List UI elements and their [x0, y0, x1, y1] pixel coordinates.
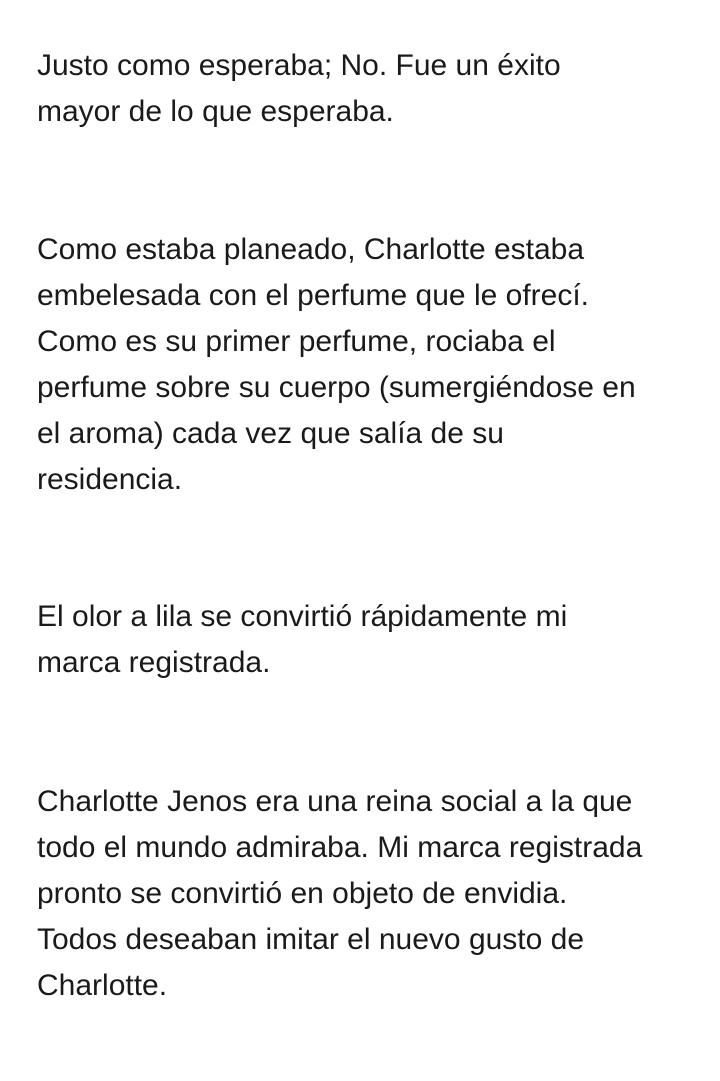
paragraph-line: pronto se convirtió en objeto de envidia. — [37, 877, 568, 910]
paragraph-line: Todos deseaban imitar el nuevo gusto de — [37, 923, 585, 956]
paragraph-line: marca registrada. — [37, 646, 271, 679]
paragraph-3 — [37, 594, 707, 686]
paragraph-2 — [37, 227, 707, 503]
paragraph-line: Justo como esperaba; No. Fue un éxito — [37, 49, 561, 82]
paragraph-line: perfume sobre su cuerpo (sumergiéndose en — [37, 371, 636, 404]
paragraph-line: Como estaba planeado, Charlotte estaba — [37, 233, 585, 266]
paragraph-line: mayor de lo que esperaba. — [37, 95, 394, 128]
paragraph-line: el aroma) cada vez que salía de su — [37, 417, 504, 450]
paragraph-4 — [37, 779, 707, 1009]
paragraph-line: Charlotte. — [37, 969, 168, 1002]
paragraph-line: residencia. — [37, 463, 183, 496]
paragraph-line: Como es su primer perfume, rociaba el — [37, 325, 556, 358]
paragraph-1 — [37, 43, 707, 135]
paragraph-line: todo el mundo admiraba. Mi marca registrada — [37, 831, 643, 864]
paragraph-line: Charlotte Jenos era una reina social a la que — [37, 785, 633, 818]
paragraph-line: El olor a lila se convirtió rápidamente mi — [37, 600, 568, 633]
paragraph-line: embelesada con el perfume que le ofrecí. — [37, 279, 589, 312]
